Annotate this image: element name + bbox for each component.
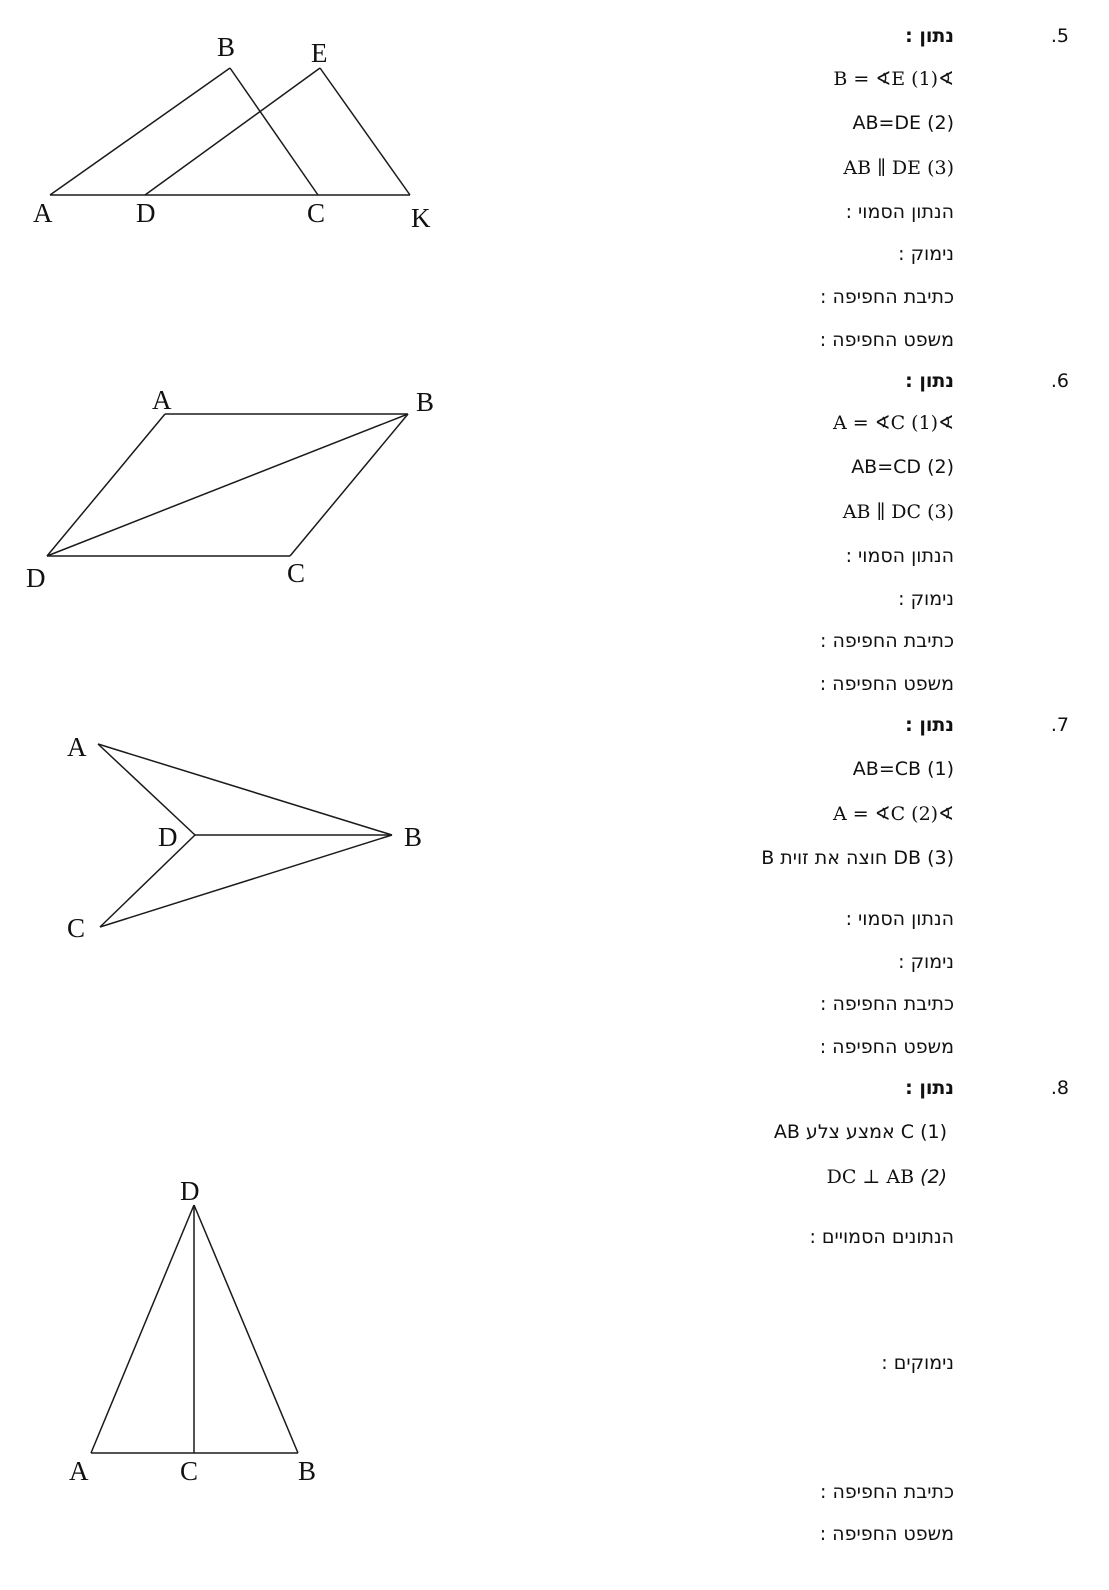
q7-congruence-notation-label: כתיבת החפיפה : — [820, 993, 954, 1015]
q7-reason-label: נימוק : — [898, 951, 954, 973]
q7-congruence-theorem-label: משפט החפיפה : — [819, 1036, 954, 1058]
q5-given-3: AB ∥ DE (3) — [843, 157, 954, 179]
q7-hidden-given-label: הנתון הסמוי : — [845, 908, 954, 930]
q7-segment-dc — [100, 835, 195, 927]
q5-label-a: A — [33, 198, 53, 228]
q7-label-d: D — [158, 822, 178, 852]
q5-figure — [0, 0, 460, 240]
question-5-number: .5 — [1050, 25, 1069, 47]
q5-label-k: K — [411, 203, 431, 233]
q6-congruence-notation-label: כתיבת החפיפה : — [820, 630, 954, 652]
q5-label-d: D — [136, 198, 156, 228]
q6-figure — [0, 380, 460, 600]
q7-label-a: A — [67, 732, 87, 762]
q6-diagonal-db — [47, 414, 408, 556]
q6-given-2: AB=CD (2) — [851, 456, 954, 478]
q8-reasons-label: נימוקים : — [881, 1352, 954, 1374]
q6-label-a: A — [152, 385, 172, 415]
q8-given-2 — [827, 1165, 947, 1189]
q6-label-c: C — [287, 558, 306, 588]
q8-label-a: A — [69, 1456, 89, 1486]
q5-segment-ab — [50, 68, 230, 195]
question-5-given-title: נתון : — [905, 25, 954, 47]
q8-congruence-notation-label: כתיבת החפיפה : — [820, 1481, 954, 1503]
q8-given-1: (1) C אמצע צלע AB — [773, 1121, 947, 1143]
q5-congruence-notation-label: כתיבת החפיפה : — [820, 286, 954, 308]
q5-segment-de — [145, 68, 320, 195]
q6-congruence-theorem-label: משפט החפיפה : — [819, 673, 954, 695]
question-6-given-title: נתון : — [905, 370, 954, 392]
q8-given-2-math: DC ⊥ AB — [826, 1166, 915, 1188]
q7-segment-ad — [98, 744, 195, 835]
q6-given-1: ∢A = ∢C (1) — [832, 412, 954, 434]
q8-label-b: B — [298, 1456, 317, 1486]
q8-given-2-number: (2) — [920, 1166, 947, 1188]
q5-hidden-given-label: הנתון הסמוי : — [845, 201, 954, 223]
q7-given-2: ∢A = ∢C (2) — [832, 803, 954, 825]
question-8-number: .8 — [1050, 1077, 1069, 1099]
q7-segment-cb — [100, 835, 392, 927]
question-7-number: .7 — [1050, 714, 1069, 736]
q8-label-c: C — [180, 1456, 199, 1486]
q7-label-b: B — [404, 822, 423, 852]
q5-segment-ek — [320, 68, 410, 195]
q7-given-3: (3) DB חוצה את זוית B — [761, 847, 954, 869]
question-8-given-title: נתון : — [905, 1077, 954, 1099]
q7-segment-ab — [98, 744, 392, 835]
q6-reason-label: נימוק : — [898, 588, 954, 610]
q5-given-1: ∢B = ∢E (1) — [833, 68, 954, 90]
q6-label-b: B — [416, 387, 435, 417]
q5-given-2: AB=DE (2) — [852, 112, 954, 134]
q6-label-d: D — [26, 563, 46, 593]
q6-segment-bc — [290, 414, 408, 556]
q7-label-c: C — [67, 913, 86, 943]
q5-label-c: C — [307, 198, 326, 228]
q5-segment-bc — [230, 68, 318, 195]
q6-given-3: AB ∥ DC (3) — [842, 501, 954, 523]
q8-congruence-theorem-label: משפט החפיפה : — [819, 1523, 954, 1545]
q8-segment-ad — [91, 1205, 194, 1453]
q5-reason-label: נימוק : — [898, 243, 954, 265]
q5-label-e: E — [311, 38, 328, 68]
q8-segment-db — [194, 1205, 298, 1453]
q8-hidden-givens-label: הנתונים הסמויים : — [809, 1226, 954, 1248]
q8-label-d: D — [180, 1176, 200, 1206]
q6-hidden-given-label: הנתון הסמוי : — [845, 545, 954, 567]
q7-given-1: AB=CB (1) — [852, 758, 954, 780]
question-7-given-title: נתון : — [905, 714, 954, 736]
q5-label-b: B — [217, 32, 236, 62]
question-6-number: .6 — [1050, 370, 1069, 392]
q8-figure — [0, 1165, 460, 1495]
q5-congruence-theorem-label: משפט החפיפה : — [819, 329, 954, 351]
q7-figure — [0, 720, 460, 950]
q6-segment-da — [47, 414, 165, 556]
